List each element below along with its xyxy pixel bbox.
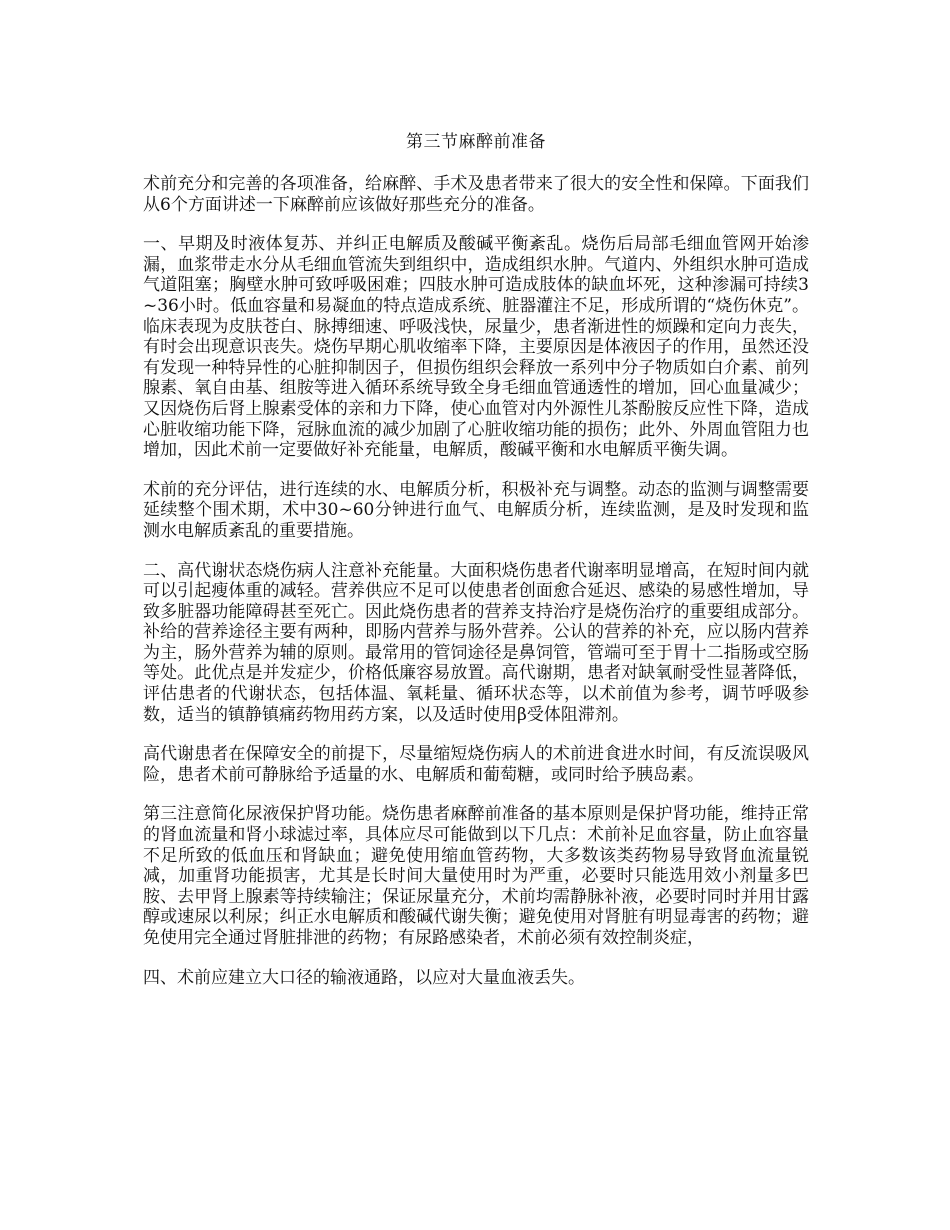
page-title: 第三节麻醉前准备 [406, 132, 546, 152]
document-page [143, 128, 809, 1007]
paragraph-fluid-resuscitation: 一、早期及时液体复苏、并纠正电解质及酸碱平衡紊乱。烧伤后局部毛细血管网开始渗漏，血浆带走水分从毛细血管流失到组织中，造成组织水肿。气道内、外组织水肿可造成气道阻塞；胸壁水肿可致呼吸困难；四肢水肿可造成肢体的缺血坏死，这种渗漏可持续3~36小时。低血容量和易凝血的特点造成系统、脏器灌注不足，形成所谓的“烧伤休克”。临床表现为皮肤苍白、脉搏细速、呼吸浅快，尿量少，患者渐进性的烦躁和定向力丧失，有时会出现意识丧失。烧伤早期心肌收缩率下降，主要原因是体液因子的作用，虽然还没有发现一种特异性的心脏抑制因子，但损伤组织会释放一系列中分子物质如白介素、前列腺素、氧自由基、组胺等进入循环系统导致全身毛细血管通透性的增加，回心血量减少；又因烧伤后肾上腺素受体的亲和力下降，使心血管对内外源性儿茶酚胺反应性下降，造成心脏收缩功能下降，冠脉血流的减少加剧了心脏收缩功能的损伤；此外、外周血管阻力也增加，因此术前一定要做好补充能量，电解质，酸碱平衡和水电解质平衡失调。 [143, 234, 809, 461]
paragraph-preop-assessment: 术前的充分评估，进行连续的水、电解质分析，积极补充与调整。动态的监测与调整需要延续整个围术期，术中30~60分钟进行血气、电解质分析，连续监测，是及时发现和监测水电解质紊乱的重要措施。 [143, 479, 809, 541]
paragraph-renal-protection: 第三注意简化尿液保护肾功能。烧伤患者麻醉前准备的基本原则是保护肾功能，维持正常的肾血流量和肾小球滤过率，具体应尽可能做到以下几点：术前补足血容量，防止血容量不足所致的低血压和肾缺血；避免使用缩血管药物，大多数该类药物易导致肾血流量锐减，加重肾功能损害，尤其是长时间大量使用时为严重，必要时只能选用效小剂量多巴胺、去甲肾上腺素等持续输注；保证尿量充分，术前均需静脉补液，必要时同时并用甘露醇或速尿以利尿；纠正水电解质和酸碱代谢失衡；避免使用对肾脏有明显毒害的药物；避免使用完全通过肾脏排泄的药物；有尿路感染者，术前必须有效控制炎症， [143, 804, 809, 948]
paragraph-iv-access: 四、术前应建立大口径的输液通路，以应对大量血液丢失。 [143, 967, 585, 988]
paragraph-fasting: 高代谢患者在保障安全的前提下，尽量缩短烧伤病人的术前进食进水时间，有反流误吸风险，患者术前可静脉给予适量的水、电解质和葡萄糖，或同时给予胰岛素。 [143, 744, 809, 785]
paragraph-intro: 术前充分和完善的各项准备，给麻醉、手术及患者带来了很大的安全性和保障。下面我们从6个方面讲述一下麻醉前应该做好那些充分的准备。 [143, 174, 809, 215]
paragraph-hypermetabolism: 二、高代谢状态烧伤病人注意补充能量。大面积烧伤患者代谢率明显增高，在短时间内就可以引起瘦体重的减轻。营养供应不足可以使患者创面愈合延迟、感染的易感性增加，导致多脏器功能障碍甚至死亡。因此烧伤患者的营养支持治疗是烧伤治疗的重要组成部分。补给的营养途径主要有两种，即肠内营养与肠外营养。公认的营养的补充，应以肠内营养为主，肠外营养为辅的原则。最常用的管饲途径是鼻饲管，管端可至于胃十二指肠或空肠等处。此优点是并发症少，价格低廉容易放置。高代谢期，患者对缺氧耐受性显著降低，评估患者的代谢状态，包括体温、氧耗量、循环状态等，以术前值为参考，调节呼吸参数，适当的镇静镇痛药物用药方案，以及适时使用β受体阻滞剂。 [143, 560, 809, 725]
